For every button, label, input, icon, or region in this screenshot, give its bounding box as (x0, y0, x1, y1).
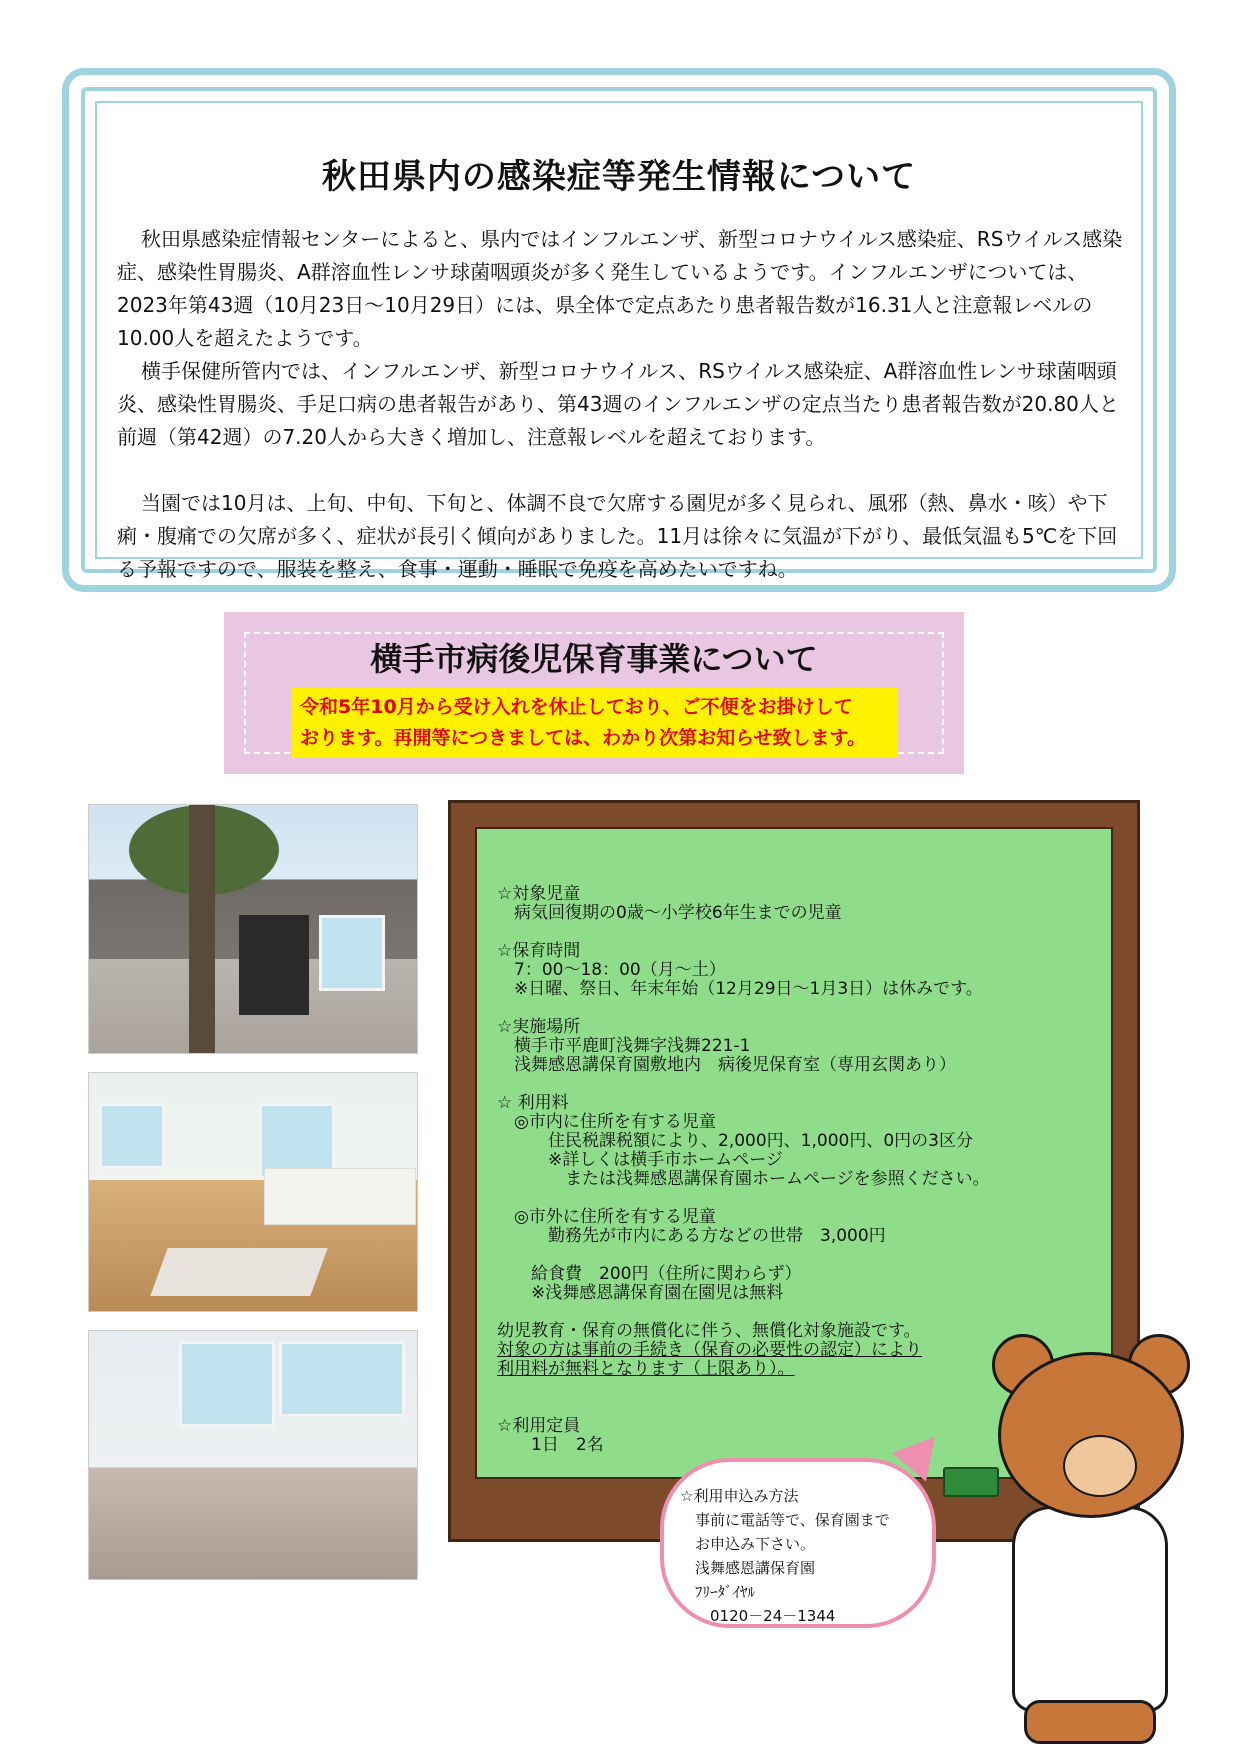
bear-mascot-icon (978, 1330, 1198, 1750)
banner-title: 横手市病後児保育事業について (370, 640, 818, 678)
notice-line: 令和5年10月から受け入れを休止しており、ご不便をお掛けして (300, 696, 853, 718)
free-line: 利用料が無料となります（上限あり）。 (497, 1359, 795, 1379)
suspension-notice (292, 688, 898, 758)
bubble-line: 事前に電話等で、保育園まで (680, 1511, 890, 1529)
target-text: 病気回復期の0歳～小学校6年生までの児童 (497, 903, 842, 923)
frame-inner-border (95, 101, 1143, 581)
info-body (117, 223, 1125, 586)
meal-text: 給食費 200円（住所に関わらず） (497, 1264, 802, 1284)
hours-note: ※日曜、祭日、年末年始（12月29日～1月3日）は休みです。 (497, 979, 983, 999)
fee-outside-text: 勤務先が市内にある方などの世帯 3,000円 (497, 1226, 886, 1246)
rest-room-photo (88, 1330, 418, 1580)
capacity-text: 1日 2名 (497, 1435, 604, 1455)
place-heading: ☆実施場所 (497, 1017, 581, 1037)
application-bubble (660, 1458, 936, 1628)
info-paragraph: 横手保健所管内では、インフルエンザ、新型コロナウイルス、RSウイルス感染症、A群溶血性レンサ球菌咽頭炎、感染性胃腸炎、手足口病の患者報告があり、第43週のインフルエンザの定点当たり患者報告数が20.80人と前週（第42週）の7.20人から大きく増加し、注意報レベルを超えております。 (117, 359, 1119, 449)
fee-city-note: ※詳しくは横手市ホームページ (497, 1150, 783, 1170)
application-info (680, 1484, 890, 1628)
meal-note: ※浅舞感恩講保育園在園児は無料 (497, 1283, 784, 1303)
info-paragraph: 秋田県感染症情報センターによると、県内ではインフルエンザ、新型コロナウイルス感染症、RSウイルス感染症、感染性胃腸炎、A群溶血性レンサ球菌咽頭炎が多く発生しているようです。インフルエンザについては、2023年第43週（10月23日～10月29日）には、県全体で定点あたり患者報告数が16.31人と注意報レベルの10.00人を超えたようです。 (117, 227, 1123, 350)
info-paragraph: 当園では10月は、上旬、中旬、下旬と、体調不良で欠席する園児が多く見られ、風邪（熱、鼻水・咳）や下痢・腹痛での欠席が多く、症状が長引く傾向がありました。11月は徐々に気温が下がり、最低気温も5℃を下回る予報ですので、服装を整え、食事・運動・睡眠で免疫を高めたいですね。 (117, 491, 1118, 581)
bubble-line: 浅舞感恩講保育園 (680, 1559, 816, 1577)
infection-info-box (62, 68, 1176, 592)
fee-heading: ☆ 利用料 (497, 1093, 569, 1113)
place-detail: 浅舞感恩講保育園敷地内 病後児保育室（専用玄関あり） (497, 1055, 956, 1075)
program-details (497, 885, 990, 1455)
frame-border (81, 87, 1157, 581)
free-line: 対象の方は事前の手続き（保育の必要性の認定）により (497, 1340, 922, 1360)
bubble-line: ﾌﾘｰﾀﾞｲﾔﾙ (680, 1583, 756, 1601)
childcare-banner (224, 612, 964, 774)
hours-text: 7：00～18：00（月～土） (497, 960, 726, 980)
fee-city-text: 住民税課税額により、2,000円、1,000円、0円の3区分 (497, 1131, 973, 1151)
phone-number: 0120－24－1344 (680, 1607, 836, 1625)
target-heading: ☆対象児童 (497, 884, 581, 904)
fee-city-heading: ◎市内に住所を有する児童 (497, 1112, 716, 1132)
playroom-photo (88, 1072, 418, 1312)
fee-city-note: または浅舞感恩講保育園ホームページを参照ください。 (497, 1169, 990, 1189)
fee-outside-heading: ◎市外に住所を有する児童 (497, 1207, 716, 1227)
hours-heading: ☆保育時間 (497, 941, 581, 961)
notice-line: おります。再開等につきましては、わかり次第お知らせ致します。 (300, 727, 867, 749)
facility-exterior-photo (88, 804, 418, 1054)
info-title: 秋田県内の感染症等発生情報について (321, 157, 917, 197)
bubble-line: ☆利用申込み方法 (680, 1487, 799, 1505)
free-line: 幼児教育・保育の無償化に伴う、無償化対象施設です。 (497, 1321, 921, 1341)
bubble-line: お申込み下さい。 (680, 1535, 816, 1553)
place-address: 横手市平鹿町浅舞字浅舞221-1 (497, 1036, 751, 1056)
capacity-heading: ☆利用定員 (497, 1416, 581, 1436)
